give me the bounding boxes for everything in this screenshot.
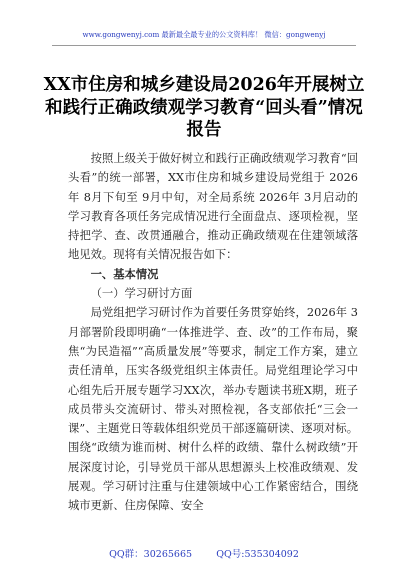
document-title: XX市住房和城乡建设局2026年开展树立和践行正确政绩观学习教育“回头看”情况报告 [43,75,365,140]
section-heading: 一、基本情况 [90,266,159,281]
site-header: www.gongwenyj.com 最新最全最专业的公文资料库！ 微信：gongwenyj [82,30,326,39]
header-divider [52,45,356,46]
site-footer: QQ群：30265665 QQ号:535304092 [109,549,299,560]
document-body [68,149,358,516]
intro-paragraph: 按照上级关于做好树立和践行正确政绩观学习教育“回头看”的统一部署，XX市住房和城乡建设局党组于 2026年 8月下旬至 9月中旬，对全局系统 2026年 3月启动的学习教育各项任务完成情况进行全面盘点、逐项检视，坚持把学、查、改贯通融合，推动正确政绩观在住建领域落地见效。现将有关情况报告如下： [68,152,358,262]
body-paragraph: 局党组把学习研讨作为首要任务贯穿始终，2026年 3月部署阶段即明确“一体推进学、查、改”的工作布局，聚焦“为民造福”“高质量发展”等要求，制定工作方案，建立责任清单，压实各级党组织主体责任。局党组理论学习中心组先后开展专题学习XX次，举办专题读书班X期，班子成员带头交流研讨、带头对照检视，各支部依托“三会一课”、主题党日等载体组织党员干部逐篇研读、逐项对标。围绕“政绩为谁而树、树什么样的政绩、靠什么树政绩”开展深度讨论，引导党员干部从思想源头上校准政绩观、发展观。学习研讨注重与住建领域中心工作紧密结合，围绕城市更新、住房保障、安全 [68,306,358,513]
subsection-heading: （一）学习研讨方面 [90,287,193,301]
